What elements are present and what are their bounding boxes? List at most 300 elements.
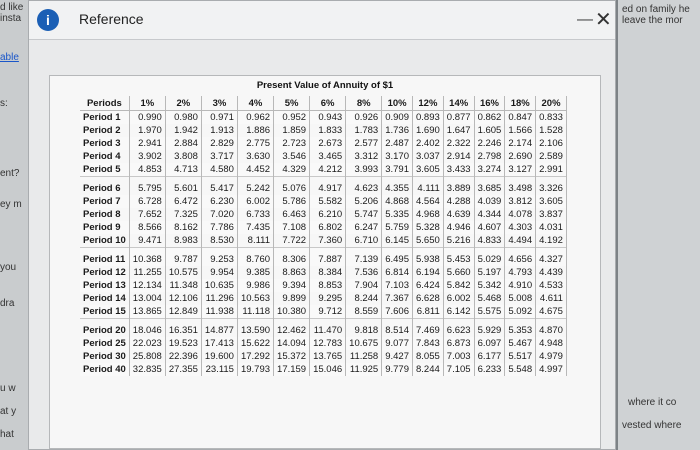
table-cell: 5.076 (274, 177, 310, 196)
table-cell: 4.917 (310, 177, 346, 196)
table-cell: 4.611 (536, 292, 567, 305)
table-cell: 7.325 (165, 208, 201, 221)
table-cell: 2.798 (474, 150, 505, 163)
table-cell: 3.465 (310, 150, 346, 163)
period-label: Period 3 (80, 137, 129, 150)
table-cell: 2.723 (274, 137, 310, 150)
table-cell: 19.600 (201, 350, 237, 363)
period-label: Period 4 (80, 150, 129, 163)
table-cell: 5.197 (474, 266, 505, 279)
table-cell: 6.097 (474, 337, 505, 350)
table-cell: 9.427 (382, 350, 413, 363)
table-cell: 5.601 (165, 177, 201, 196)
table-row (80, 221, 566, 234)
table-cell: 3.274 (474, 163, 505, 177)
table-cell: 6.814 (382, 266, 413, 279)
table-cell: 7.020 (201, 208, 237, 221)
table-cell: 6.177 (474, 350, 505, 363)
table-cell: 7.652 (129, 208, 165, 221)
table-cell: 7.843 (413, 337, 444, 350)
table-cell: 4.713 (165, 163, 201, 177)
dialog-title: Reference (79, 11, 144, 27)
table-cell: 12.462 (274, 319, 310, 338)
column-header-periods: Periods (80, 96, 129, 111)
period-label: Period 15 (80, 305, 129, 319)
period-label: Period 12 (80, 266, 129, 279)
table-cell: 1.886 (237, 124, 273, 137)
table-header-row (80, 96, 566, 111)
table-cell: 6.710 (346, 234, 382, 248)
table-cell: 4.656 (505, 248, 536, 267)
table-cell: 32.835 (129, 363, 165, 376)
table-cell: 3.717 (201, 150, 237, 163)
reference-content (49, 75, 601, 449)
table-cell: 11.296 (201, 292, 237, 305)
table-cell: 3.685 (474, 177, 505, 196)
table-cell: 4.623 (346, 177, 382, 196)
reference-dialog (28, 0, 616, 450)
annuity-table (80, 96, 567, 376)
table-cell: 4.868 (382, 195, 413, 208)
table-cell: 9.471 (129, 234, 165, 248)
table-title: Present Value of Annuity of $1 (256, 80, 394, 91)
table-cell: 4.639 (443, 208, 474, 221)
table-cell: 8.111 (237, 234, 273, 248)
table-cell: 4.968 (413, 208, 444, 221)
table-cell: 5.328 (413, 221, 444, 234)
table-cell: 19.523 (165, 337, 201, 350)
table-cell: 18.046 (129, 319, 165, 338)
table-cell: 11.925 (346, 363, 382, 376)
table-cell: 13.590 (237, 319, 273, 338)
table-cell: 5.786 (274, 195, 310, 208)
table-cell: 23.115 (201, 363, 237, 376)
table-row (80, 124, 566, 137)
bg-fragment: s: (0, 98, 8, 109)
table-cell: 0.943 (310, 111, 346, 125)
table-cell: 3.433 (443, 163, 474, 177)
bg-fragment: leave the mor (622, 15, 683, 26)
table-cell: 4.793 (505, 266, 536, 279)
table-cell: 5.008 (505, 292, 536, 305)
table-cell: 7.786 (201, 221, 237, 234)
table-cell: 9.954 (201, 266, 237, 279)
table-cell: 1.833 (310, 124, 346, 137)
table-cell: 4.439 (536, 266, 567, 279)
table-cell: 7.887 (310, 248, 346, 267)
table-cell: 0.990 (129, 111, 165, 125)
table-cell: 1.566 (505, 124, 536, 137)
period-label: Period 13 (80, 279, 129, 292)
table-cell: 1.942 (165, 124, 201, 137)
table-row (80, 350, 566, 363)
table-cell: 4.870 (536, 319, 567, 338)
column-header-rate: 2% (165, 96, 201, 111)
column-header-rate: 20% (536, 96, 567, 111)
table-cell: 7.469 (413, 319, 444, 338)
table-cell: 22.023 (129, 337, 165, 350)
table-cell: 2.775 (237, 137, 273, 150)
table-cell: 5.929 (474, 319, 505, 338)
table-cell: 7.367 (382, 292, 413, 305)
table-cell: 8.514 (382, 319, 413, 338)
table-cell: 1.647 (443, 124, 474, 137)
table-row (80, 266, 566, 279)
period-label: Period 7 (80, 195, 129, 208)
table-cell: 0.833 (536, 111, 567, 125)
bg-fragment: dra (0, 298, 15, 309)
period-label: Period 40 (80, 363, 129, 376)
table-row (80, 337, 566, 350)
column-header-rate: 4% (237, 96, 273, 111)
column-header-rate: 5% (274, 96, 310, 111)
period-label: Period 10 (80, 234, 129, 248)
table-cell: 7.904 (346, 279, 382, 292)
table-cell: 4.303 (505, 221, 536, 234)
table-cell: 16.351 (165, 319, 201, 338)
table-cell: 5.029 (474, 248, 505, 267)
table-cell: 2.322 (443, 137, 474, 150)
table-cell: 5.335 (382, 208, 413, 221)
table-cell: 3.889 (443, 177, 474, 196)
table-cell: 5.548 (505, 363, 536, 376)
table-cell: 3.812 (505, 195, 536, 208)
table-row (80, 319, 566, 338)
table-cell: 5.242 (237, 177, 273, 196)
table-cell: 0.862 (474, 111, 505, 125)
table-cell: 2.690 (505, 150, 536, 163)
table-cell: 8.384 (310, 266, 346, 279)
column-header-rate: 1% (129, 96, 165, 111)
table-cell: 4.833 (474, 234, 505, 248)
table-cell: 9.394 (274, 279, 310, 292)
table-cell: 3.498 (505, 177, 536, 196)
table-cell: 2.402 (413, 137, 444, 150)
table-cell: 3.127 (505, 163, 536, 177)
table-cell: 5.660 (443, 266, 474, 279)
table-cell: 9.712 (310, 305, 346, 319)
table-cell: 8.983 (165, 234, 201, 248)
table-row (80, 234, 566, 248)
table-row (80, 363, 566, 376)
table-cell: 1.528 (536, 124, 567, 137)
table-cell: 3.605 (536, 195, 567, 208)
table-cell: 5.650 (413, 234, 444, 248)
table-cell: 15.622 (237, 337, 273, 350)
table-cell: 6.210 (310, 208, 346, 221)
period-label: Period 20 (80, 319, 129, 338)
table-cell: 17.159 (274, 363, 310, 376)
period-label: Period 9 (80, 221, 129, 234)
table-cell: 8.244 (413, 363, 444, 376)
table-cell: 1.970 (129, 124, 165, 137)
table-cell: 22.396 (165, 350, 201, 363)
table-cell: 9.253 (201, 248, 237, 267)
table-cell: 4.997 (536, 363, 567, 376)
table-cell: 9.986 (237, 279, 273, 292)
table-cell: 4.979 (536, 350, 567, 363)
table-cell: 4.355 (382, 177, 413, 196)
bg-fragment: d like (0, 2, 24, 13)
table-cell: 15.372 (274, 350, 310, 363)
table-cell: 6.247 (346, 221, 382, 234)
table-cell: 9.077 (382, 337, 413, 350)
table-cell: 6.628 (413, 292, 444, 305)
table-cell: 4.853 (129, 163, 165, 177)
table-cell: 5.517 (505, 350, 536, 363)
table-row (80, 305, 566, 319)
table-cell: 7.103 (382, 279, 413, 292)
table-cell: 1.913 (201, 124, 237, 137)
period-label: Period 8 (80, 208, 129, 221)
table-row (80, 248, 566, 267)
table-cell: 6.424 (413, 279, 444, 292)
table-cell: 12.849 (165, 305, 201, 319)
column-header-rate: 14% (443, 96, 474, 111)
table-row (80, 150, 566, 163)
table-cell: 27.355 (165, 363, 201, 376)
table-row (80, 279, 566, 292)
table-cell: 13.765 (310, 350, 346, 363)
table-cell: 7.105 (443, 363, 474, 376)
table-cell: 14.877 (201, 319, 237, 338)
table-cell: 9.295 (310, 292, 346, 305)
table-cell: 14.094 (274, 337, 310, 350)
table-cell: 4.948 (536, 337, 567, 350)
table-cell: 4.329 (274, 163, 310, 177)
table-cell: 8.760 (237, 248, 273, 267)
table-cell: 5.759 (382, 221, 413, 234)
table-cell: 17.413 (201, 337, 237, 350)
table-cell: 4.031 (536, 221, 567, 234)
table-cell: 5.453 (443, 248, 474, 267)
table-cell: 4.494 (505, 234, 536, 248)
table-cell: 3.326 (536, 177, 567, 196)
table-cell: 7.139 (346, 248, 382, 267)
bg-link[interactable]: able (0, 52, 19, 63)
column-header-rate: 8% (346, 96, 382, 111)
table-cell: 2.941 (129, 137, 165, 150)
close-icon[interactable]: ✕ (595, 9, 612, 31)
period-label: Period 6 (80, 177, 129, 196)
table-cell: 5.417 (201, 177, 237, 196)
bg-fragment: u w (0, 383, 16, 394)
table-cell: 8.055 (413, 350, 444, 363)
table-cell: 6.472 (165, 195, 201, 208)
table-cell: 9.779 (382, 363, 413, 376)
table-cell: 1.605 (474, 124, 505, 137)
table-cell: 0.847 (505, 111, 536, 125)
period-label: Period 1 (80, 111, 129, 125)
table-cell: 25.808 (129, 350, 165, 363)
table-cell: 11.470 (310, 319, 346, 338)
table-cell: 5.842 (443, 279, 474, 292)
table-cell: 9.385 (237, 266, 273, 279)
table-cell: 6.623 (443, 319, 474, 338)
table-cell: 8.306 (274, 248, 310, 267)
table-cell: 10.575 (165, 266, 201, 279)
table-cell: 4.288 (443, 195, 474, 208)
bg-fragment: ed on family he (622, 4, 690, 15)
table-cell: 3.546 (274, 150, 310, 163)
table-cell: 4.212 (310, 163, 346, 177)
table-cell: 6.811 (413, 305, 444, 319)
table-cell: 8.530 (201, 234, 237, 248)
period-label: Period 30 (80, 350, 129, 363)
bg-fragment: at y (0, 406, 17, 417)
table-cell: 19.793 (237, 363, 273, 376)
table-cell: 8.244 (346, 292, 382, 305)
table-cell: 5.467 (505, 337, 536, 350)
dialog-titlebar (29, 1, 615, 40)
table-cell: 0.909 (382, 111, 413, 125)
table-cell: 8.162 (165, 221, 201, 234)
table-cell: 8.566 (129, 221, 165, 234)
table-cell: 6.002 (443, 292, 474, 305)
period-label: Period 5 (80, 163, 129, 177)
column-header-rate: 12% (413, 96, 444, 111)
table-cell: 3.837 (536, 208, 567, 221)
table-cell: 6.873 (443, 337, 474, 350)
table-cell: 6.194 (413, 266, 444, 279)
table-cell: 5.353 (505, 319, 536, 338)
table-cell: 8.559 (346, 305, 382, 319)
table-cell: 4.344 (474, 208, 505, 221)
table-cell: 13.865 (129, 305, 165, 319)
column-header-rate: 10% (382, 96, 413, 111)
table-cell: 0.926 (346, 111, 382, 125)
background-page-right (618, 0, 700, 450)
table-cell: 4.452 (237, 163, 273, 177)
table-cell: 2.991 (536, 163, 567, 177)
table-cell: 3.993 (346, 163, 382, 177)
table-cell: 3.605 (413, 163, 444, 177)
table-cell: 5.468 (474, 292, 505, 305)
table-cell: 12.134 (129, 279, 165, 292)
table-cell: 6.495 (382, 248, 413, 267)
period-label: Period 14 (80, 292, 129, 305)
table-cell: 10.635 (201, 279, 237, 292)
table-cell: 4.607 (474, 221, 505, 234)
table-cell: 5.795 (129, 177, 165, 196)
bg-fragment: hat (0, 429, 14, 440)
table-cell: 2.914 (443, 150, 474, 163)
table-cell: 3.808 (165, 150, 201, 163)
table-cell: 15.046 (310, 363, 346, 376)
table-cell: 11.348 (165, 279, 201, 292)
bg-fragment: vested where (622, 420, 682, 431)
table-cell: 3.630 (237, 150, 273, 163)
table-cell: 2.884 (165, 137, 201, 150)
table-cell: 11.118 (237, 305, 273, 319)
table-cell: 10.563 (237, 292, 273, 305)
table-cell: 4.580 (201, 163, 237, 177)
table-cell: 11.255 (129, 266, 165, 279)
table-cell: 1.859 (274, 124, 310, 137)
column-header-rate: 6% (310, 96, 346, 111)
table-cell: 11.258 (346, 350, 382, 363)
table-cell: 4.910 (505, 279, 536, 292)
table-cell: 9.787 (165, 248, 201, 267)
table-cell: 4.946 (443, 221, 474, 234)
table-row (80, 177, 566, 196)
table-cell: 6.230 (201, 195, 237, 208)
table-cell: 3.037 (413, 150, 444, 163)
table-cell: 2.106 (536, 137, 567, 150)
table-cell: 6.463 (274, 208, 310, 221)
table-cell: 7.722 (274, 234, 310, 248)
table-cell: 2.246 (474, 137, 505, 150)
minimize-icon[interactable]: — (577, 11, 593, 28)
table-cell: 0.962 (237, 111, 273, 125)
table-cell: 2.174 (505, 137, 536, 150)
table-cell: 7.606 (382, 305, 413, 319)
column-header-rate: 3% (201, 96, 237, 111)
table-row (80, 111, 566, 125)
table-cell: 4.564 (413, 195, 444, 208)
period-label: Period 2 (80, 124, 129, 137)
table-cell: 0.980 (165, 111, 201, 125)
table-cell: 6.142 (443, 305, 474, 319)
table-cell: 1.736 (382, 124, 413, 137)
table-cell: 4.533 (536, 279, 567, 292)
table-cell: 2.589 (536, 150, 567, 163)
table-cell: 5.206 (346, 195, 382, 208)
table-cell: 2.673 (310, 137, 346, 150)
table-cell: 10.675 (346, 337, 382, 350)
table-cell: 5.575 (474, 305, 505, 319)
table-cell: 7.435 (237, 221, 273, 234)
table-cell: 9.899 (274, 292, 310, 305)
table-row (80, 195, 566, 208)
table-cell: 7.360 (310, 234, 346, 248)
period-label: Period 25 (80, 337, 129, 350)
table-cell: 2.487 (382, 137, 413, 150)
table-cell: 5.582 (310, 195, 346, 208)
table-cell: 4.675 (536, 305, 567, 319)
table-cell: 6.733 (237, 208, 273, 221)
table-cell: 5.342 (474, 279, 505, 292)
table-cell: 4.327 (536, 248, 567, 267)
bg-fragment: ey m (0, 199, 22, 210)
table-cell: 4.078 (505, 208, 536, 221)
table-cell: 0.877 (443, 111, 474, 125)
table-row (80, 163, 566, 177)
table-row (80, 137, 566, 150)
table-cell: 5.092 (505, 305, 536, 319)
bg-fragment: ent? (0, 168, 20, 179)
table-cell: 6.002 (237, 195, 273, 208)
table-cell: 6.802 (310, 221, 346, 234)
table-cell: 12.106 (165, 292, 201, 305)
table-row (80, 208, 566, 221)
table-cell: 1.690 (413, 124, 444, 137)
table-cell: 7.536 (346, 266, 382, 279)
bg-fragment: you (0, 262, 17, 273)
bg-fragment: insta (0, 13, 22, 24)
table-cell: 7.003 (443, 350, 474, 363)
table-cell: 5.747 (346, 208, 382, 221)
table-row (80, 292, 566, 305)
table-cell: 12.783 (310, 337, 346, 350)
table-cell: 2.829 (201, 137, 237, 150)
table-cell: 10.368 (129, 248, 165, 267)
table-cell: 2.577 (346, 137, 382, 150)
table-cell: 3.791 (382, 163, 413, 177)
table-cell: 0.971 (201, 111, 237, 125)
table-cell: 4.039 (474, 195, 505, 208)
table-cell: 6.233 (474, 363, 505, 376)
